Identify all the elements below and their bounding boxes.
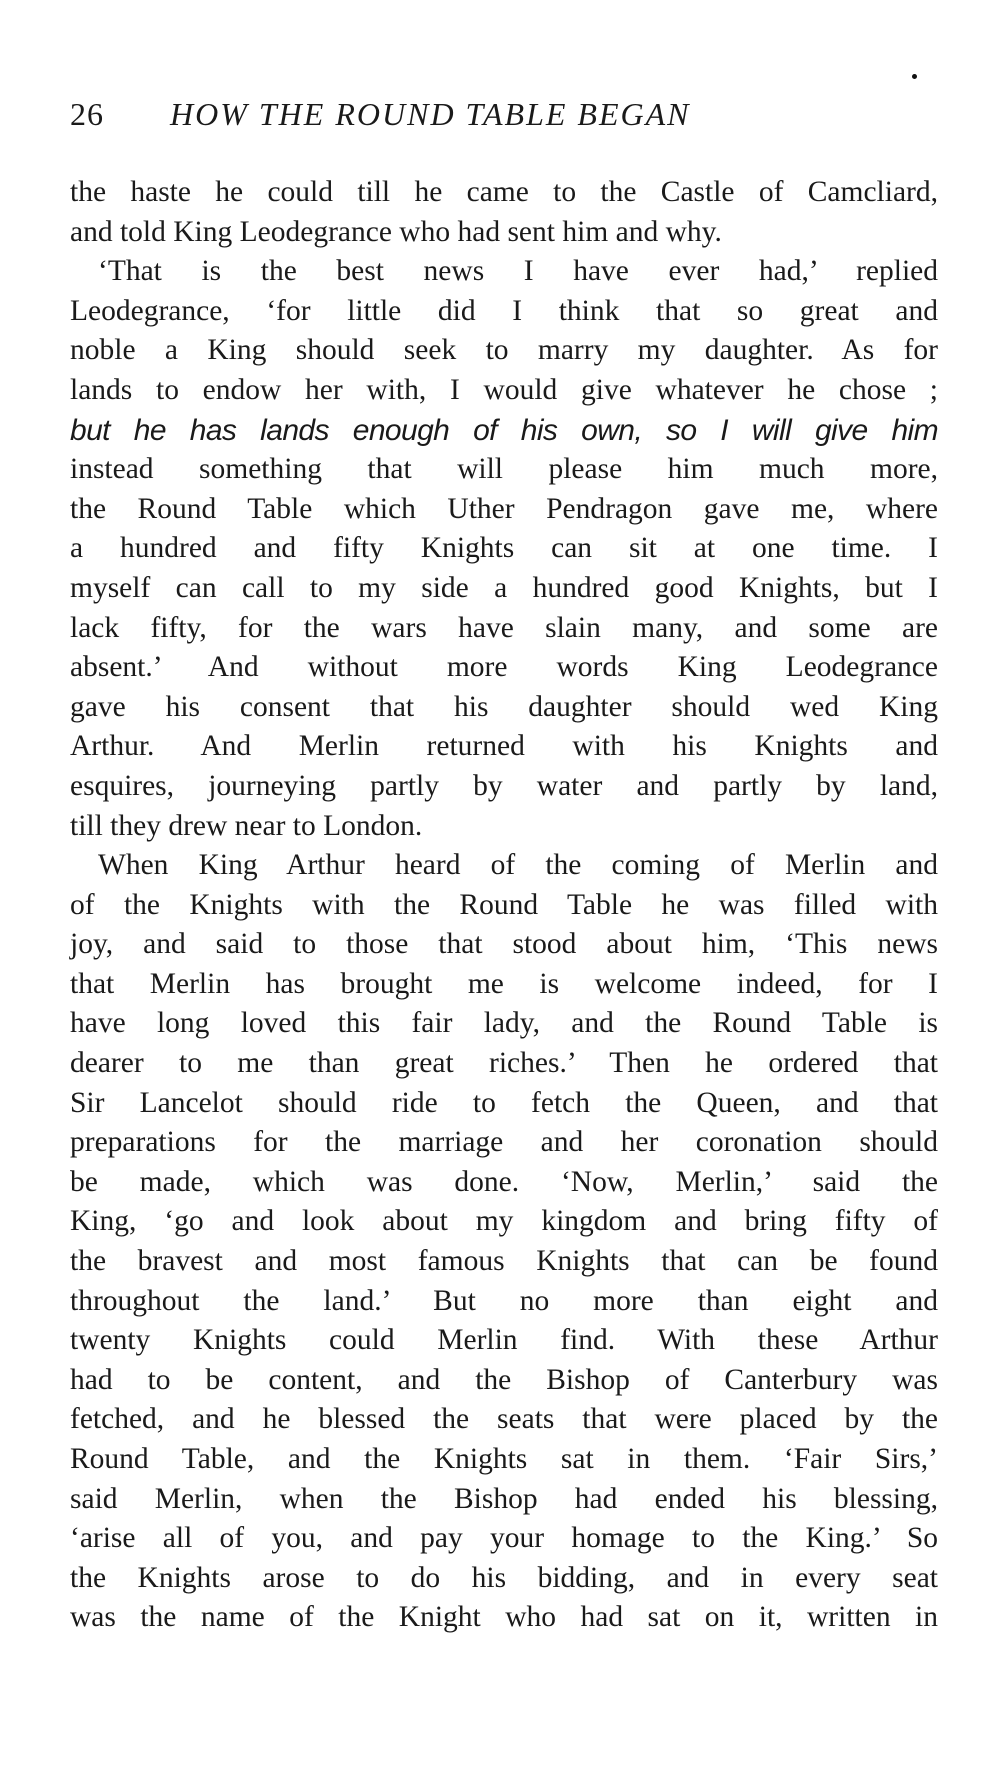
text-line: Leodegrance, ‘for little did I think that so great and <box>70 294 938 327</box>
text-line: that Merlin has brought me is welcome indeed, for I <box>70 967 938 1000</box>
running-header <box>70 96 940 140</box>
text-line: lands to endow her with, I would give whatever he chose ; <box>70 373 938 406</box>
text-line: the haste he could till he came to the Castle of Camcliard, <box>70 176 938 208</box>
text-line: dearer to me than great riches.’ Then he ordered that <box>70 1047 938 1080</box>
text-line: had to be content, and the Bishop of Canterbury was <box>70 1363 938 1396</box>
ink-speck <box>912 74 917 79</box>
page-number: 26 <box>70 96 104 132</box>
text-line: a hundred and fifty Knights can sit at one time. I <box>70 532 938 565</box>
text-line: the Round Table which Uther Pendragon gave me, where <box>70 492 938 525</box>
text-line: absent.’ And without more words King Leodegrance <box>70 651 938 684</box>
text-line: be made, which was done. ‘Now, Merlin,’ said the <box>70 1165 938 1198</box>
text-line: instead something that will please him much more, <box>70 453 938 486</box>
text-line: the bravest and most famous Knights that can be found <box>70 1245 938 1278</box>
text-line: gave his consent that his daughter should wed King <box>70 690 938 723</box>
text-line: noble a King should seek to marry my daughter. As for <box>70 334 938 367</box>
text-line: the Knights arose to do his bidding, and in every seat <box>70 1561 938 1594</box>
body-text <box>70 173 938 1638</box>
text-line: myself can call to my side a hundred good Knights, but I <box>70 571 938 604</box>
text-line: ‘That is the best news I have ever had,’ replied <box>98 255 938 288</box>
text-line: of the Knights with the Round Table he was filled with <box>70 888 938 921</box>
text-line: till they drew near to London. <box>70 809 423 842</box>
text-line: fetched, and he blessed the seats that were placed by the <box>70 1403 938 1436</box>
text-line: Sir Lancelot should ride to fetch the Queen, and that <box>70 1086 938 1119</box>
text-line: throughout the land.’ But no more than eight and <box>70 1284 938 1317</box>
text-line: preparations for the marriage and her coronation should <box>70 1126 938 1159</box>
text-line: ‘arise all of you, and pay your homage to the King.’ So <box>70 1522 938 1555</box>
text-line: was the name of the Knight who had sat on it, written in <box>70 1601 938 1634</box>
text-line: joy, and said to those that stood about him, ‘This news <box>70 928 938 961</box>
text-line: esquires, journeying partly by water and partly by land, <box>70 769 938 802</box>
text-line: When King Arthur heard of the coming of Merlin and <box>98 849 938 882</box>
text-line: twenty Knights could Merlin find. With these Arthur <box>70 1324 938 1357</box>
text-line: said Merlin, when the Bishop had ended his blessing, <box>70 1482 938 1515</box>
text-line: but he has lands enough of his own, so I will give him <box>70 413 938 447</box>
text-line: Arthur. And Merlin returned with his Knights and <box>70 730 938 763</box>
text-line: have long loved this fair lady, and the Round Table is <box>70 1007 938 1040</box>
text-line: and told King Leodegrance who had sent him and why. <box>70 215 722 248</box>
running-title: HOW THE ROUND TABLE BEGAN <box>170 96 691 132</box>
text-line: lack fifty, for the wars have slain many, and some are <box>70 611 938 644</box>
text-line: Round Table, and the Knights sat in them. ‘Fair Sirs,’ <box>70 1443 938 1475</box>
text-line: King, ‘go and look about my kingdom and bring fifty of <box>70 1205 938 1238</box>
